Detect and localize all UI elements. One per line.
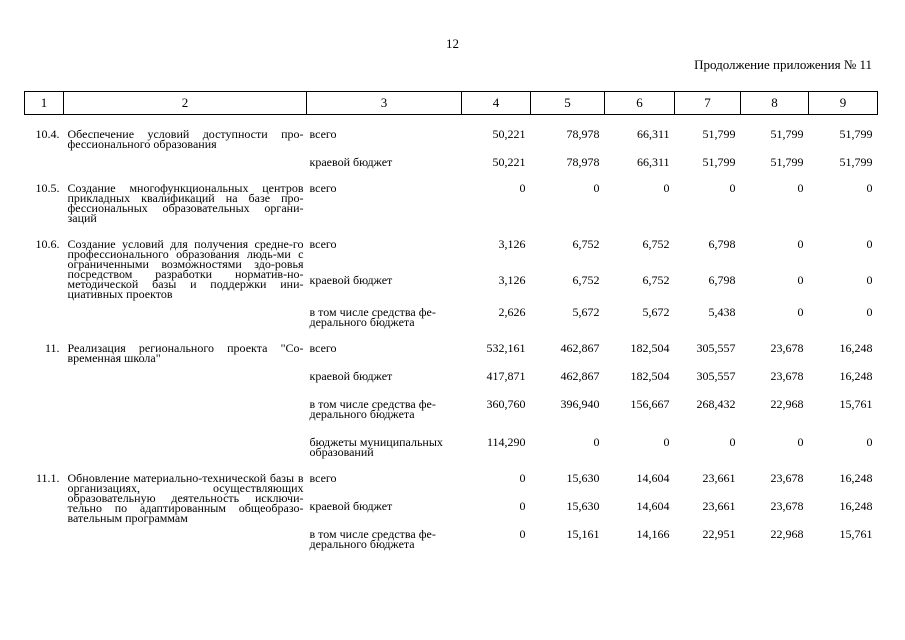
- value-cell: 22,968: [770, 397, 804, 411]
- value-cell: 15,761: [839, 527, 873, 541]
- value-cell: 114,290: [486, 435, 526, 449]
- row-name: Реализация регионального проекта "Со-временная школа": [67, 341, 304, 365]
- row-code: 10.5.: [35, 181, 60, 195]
- row-source: всего: [309, 237, 337, 251]
- value-cell: 0: [866, 237, 873, 251]
- value-cell: 51,799: [770, 127, 804, 141]
- value-cell: 360,760: [486, 397, 526, 411]
- value-cell: 182,504: [630, 369, 670, 383]
- row-code: 11.: [44, 341, 60, 355]
- row-source: в том числе средства фе-дерального бюджета: [309, 397, 436, 421]
- value-cell: 462,867: [560, 369, 600, 383]
- header-cell: 5: [531, 92, 605, 115]
- value-cell: 182,504: [630, 341, 670, 355]
- header-cell: 3: [307, 92, 462, 115]
- header-cell: 1: [25, 92, 64, 115]
- table-row: [25, 115, 878, 140]
- value-cell: 23,661: [702, 499, 736, 513]
- header-cell: 8: [741, 92, 809, 115]
- value-cell: 16,248: [839, 341, 873, 355]
- value-cell: 0: [797, 237, 804, 251]
- value-cell: 15,161: [566, 527, 600, 541]
- header-cell: 4: [462, 92, 531, 115]
- value-cell: 23,678: [770, 471, 804, 485]
- value-cell: 5,672: [572, 305, 600, 319]
- value-cell: 532,161: [486, 341, 526, 355]
- row-source: краевой бюджет: [309, 369, 393, 383]
- value-cell: 305,557: [696, 341, 736, 355]
- header-cell: 7: [675, 92, 741, 115]
- row-code: 11.1.: [35, 471, 60, 485]
- value-cell: 15,630: [566, 499, 600, 513]
- row-code: 10.6.: [35, 237, 60, 251]
- row-source: в том числе средства фе-дерального бюджета: [309, 305, 436, 329]
- value-cell: 50,221: [492, 155, 526, 169]
- value-cell: 22,968: [770, 527, 804, 541]
- value-cell: 268,432: [696, 397, 736, 411]
- value-cell: 6,798: [708, 273, 736, 287]
- value-cell: 0: [866, 305, 873, 319]
- row-source: всего: [309, 341, 337, 355]
- value-cell: 15,630: [566, 471, 600, 485]
- page-number: 12: [446, 36, 459, 51]
- table-row: [25, 167, 878, 223]
- value-cell: 66,311: [636, 127, 670, 141]
- value-cell: 51,799: [702, 127, 736, 141]
- value-cell: 50,221: [492, 127, 526, 141]
- value-cell: 16,248: [839, 499, 873, 513]
- table-header: [25, 92, 878, 115]
- value-cell: 0: [866, 181, 873, 195]
- value-cell: 0: [866, 273, 873, 287]
- table-row: [25, 327, 878, 353]
- row-source: всего: [309, 127, 337, 141]
- header-cell: 2: [64, 92, 307, 115]
- value-cell: 3,126: [498, 273, 526, 287]
- row-source: краевой бюджет: [309, 273, 393, 287]
- value-cell: 0: [866, 435, 873, 449]
- value-cell: 23,678: [770, 499, 804, 513]
- value-cell: 156,667: [630, 397, 670, 411]
- value-cell: 51,799: [839, 155, 873, 169]
- row-name: Обеспечение условий доступности про-фессионального образования: [67, 127, 304, 151]
- value-cell: 14,166: [636, 527, 670, 541]
- value-cell: 0: [729, 435, 736, 449]
- value-cell: 6,752: [572, 273, 600, 287]
- table-row: [25, 457, 878, 483]
- value-cell: 0: [729, 181, 736, 195]
- value-cell: 23,678: [770, 341, 804, 355]
- row-code: 10.4.: [35, 127, 60, 141]
- value-cell: 2,626: [498, 305, 526, 319]
- value-cell: 462,867: [560, 341, 600, 355]
- row-source: краевой бюджет: [309, 499, 393, 513]
- value-cell: 0: [593, 181, 600, 195]
- value-cell: 396,940: [560, 397, 600, 411]
- value-cell: 78,978: [566, 127, 600, 141]
- row-name: Создание условий для получения средне-го профессионального образования людь-ми с ограниченными возможностями здо-ровья посредством разработки норматив-но-методической базы и поддержки ини-циативных проектов: [67, 237, 304, 301]
- value-cell: 78,978: [566, 155, 600, 169]
- row-source: в том числе средства фе-дерального бюджета: [309, 527, 436, 551]
- table-row: [25, 223, 878, 249]
- value-cell: 0: [663, 435, 670, 449]
- value-cell: 23,678: [770, 369, 804, 383]
- continuation-note: Продолжение приложения № 11: [694, 57, 872, 72]
- value-cell: 0: [797, 435, 804, 449]
- value-cell: 5,438: [708, 305, 736, 319]
- value-cell: 51,799: [702, 155, 736, 169]
- value-cell: 22,951: [702, 527, 736, 541]
- value-cell: 15,761: [839, 397, 873, 411]
- value-cell: 14,604: [636, 471, 670, 485]
- value-cell: 0: [663, 181, 670, 195]
- row-name: Обновление материально-технической базы в организациях, осуществляющих образовательную деятельность исключи-тельно по адаптированным общеобразо-вательным программам: [67, 471, 304, 525]
- value-cell: 6,798: [708, 237, 736, 251]
- row-name: Создание многофункциональных центров прикладных квалификаций на базе про-фессиональных образовательных органи-заций: [67, 181, 304, 225]
- value-cell: 3,126: [498, 237, 526, 251]
- value-cell: 0: [519, 499, 526, 513]
- budget-table: [24, 91, 878, 549]
- header-cell: 6: [605, 92, 675, 115]
- row-source: всего: [309, 471, 337, 485]
- value-cell: 14,604: [636, 499, 670, 513]
- value-cell: 0: [519, 471, 526, 485]
- value-cell: 305,557: [696, 369, 736, 383]
- value-cell: 23,661: [702, 471, 736, 485]
- row-source: бюджеты муниципальных образований: [309, 435, 443, 459]
- value-cell: 51,799: [770, 155, 804, 169]
- value-cell: 16,248: [839, 369, 873, 383]
- value-cell: 417,871: [486, 369, 526, 383]
- value-cell: 0: [797, 273, 804, 287]
- value-cell: 0: [593, 435, 600, 449]
- row-source: всего: [309, 181, 337, 195]
- value-cell: 0: [797, 181, 804, 195]
- value-cell: 6,752: [572, 237, 600, 251]
- value-cell: 51,799: [839, 127, 873, 141]
- header-cell: 9: [809, 92, 878, 115]
- row-source: краевой бюджет: [309, 155, 393, 169]
- value-cell: 0: [519, 527, 526, 541]
- value-cell: 6,752: [642, 237, 670, 251]
- value-cell: 5,672: [642, 305, 670, 319]
- value-cell: 6,752: [642, 273, 670, 287]
- value-cell: 0: [797, 305, 804, 319]
- value-cell: 66,311: [636, 155, 670, 169]
- value-cell: 0: [519, 181, 526, 195]
- value-cell: 16,248: [839, 471, 873, 485]
